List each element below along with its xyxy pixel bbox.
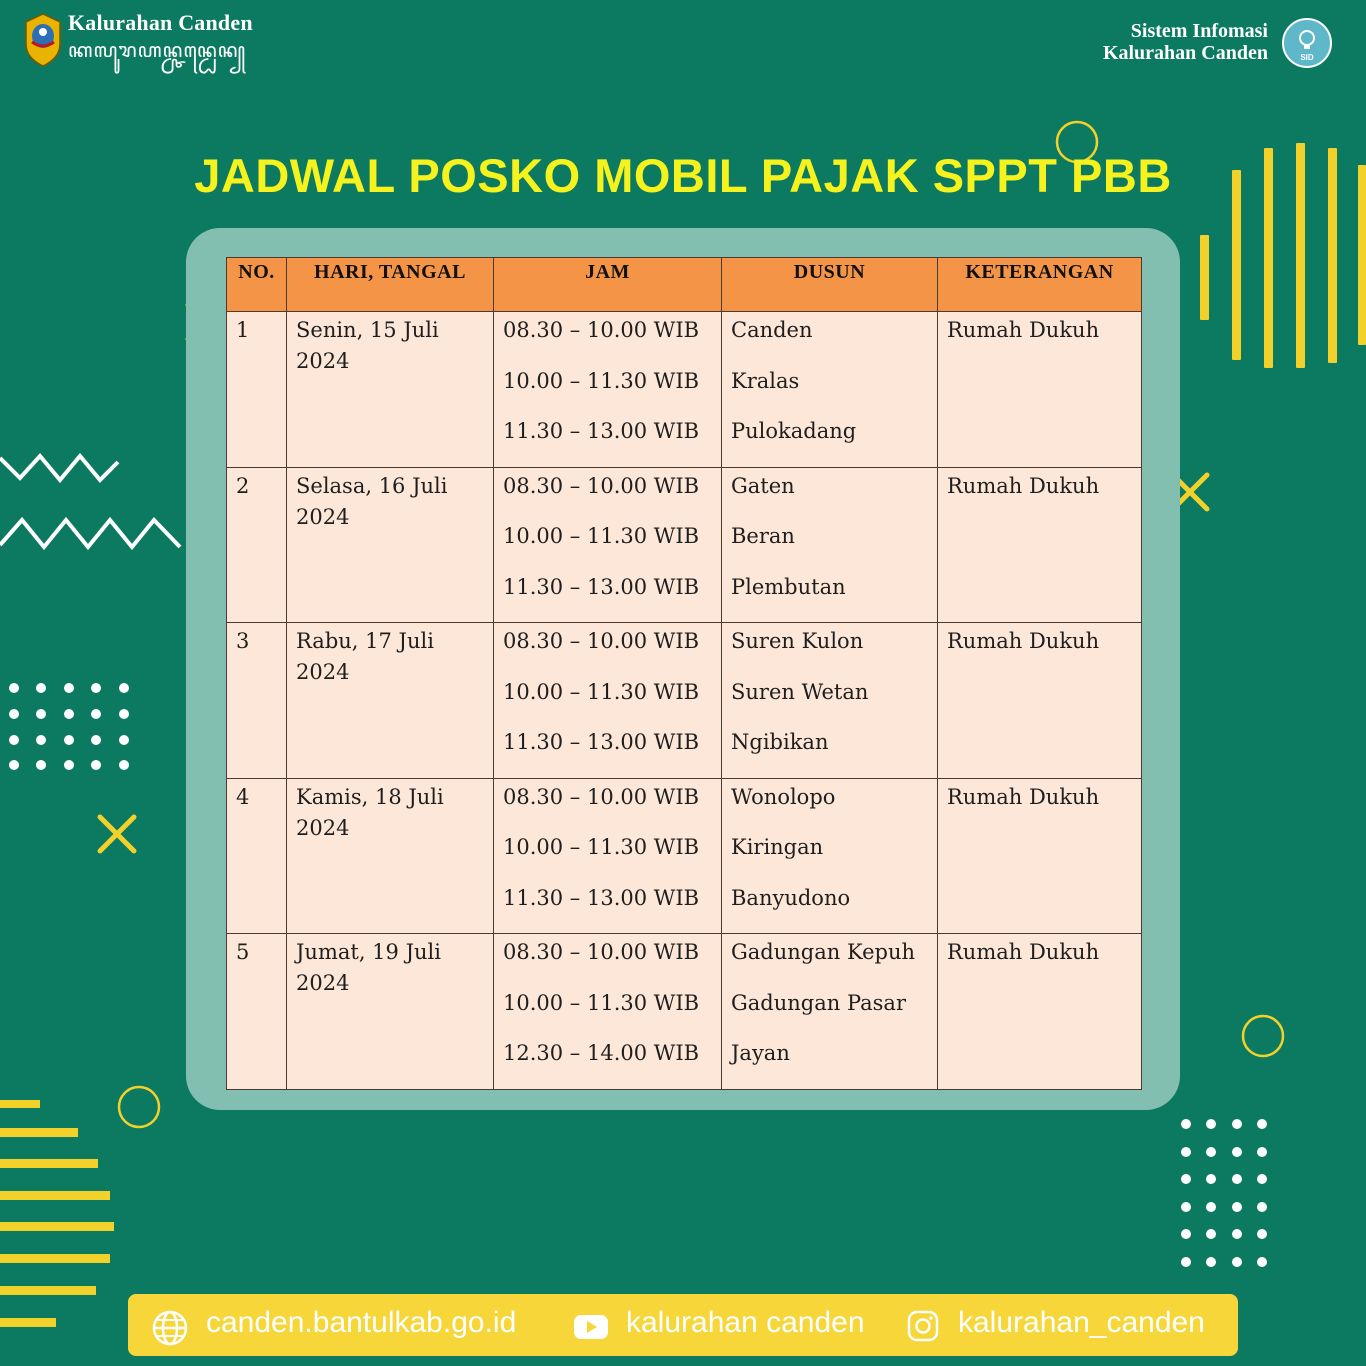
sid-title	[1103, 20, 1268, 64]
row-day: Senin, 15 Juli 2024	[296, 318, 439, 373]
dusun-name: Ngibikan	[731, 730, 829, 754]
time-slot: 10.00 – 11.30 WIB	[503, 990, 700, 1015]
time-slot: 10.00 – 11.30 WIB	[503, 679, 700, 704]
schedule-table	[226, 257, 1142, 1090]
sid-line-1: Sistem Infomasi	[1130, 20, 1268, 42]
row-dusun	[722, 623, 937, 778]
dusun-name: Gadungan Kepuh	[731, 940, 915, 964]
row-keterangan: Rumah Dukuh	[947, 318, 1100, 342]
time-slot: 08.30 – 10.00 WIB	[503, 940, 700, 964]
time-slot: 11.30 – 13.00 WIB	[503, 730, 700, 754]
zigzag-bottom	[0, 520, 180, 547]
table-row	[227, 467, 1142, 623]
row-times	[494, 312, 721, 467]
dusun-name: Wonolopo	[731, 784, 836, 809]
time-slot: 11.30 – 13.00 WIB	[503, 419, 700, 443]
ring-right	[1243, 1016, 1283, 1056]
sid-lightbulb-icon	[1282, 18, 1332, 68]
youtube-link[interactable]: kalurahan canden	[626, 1306, 865, 1339]
table-row	[227, 623, 1142, 779]
time-slot: 08.30 – 10.00 WIB	[503, 473, 700, 498]
row-no: 5	[236, 940, 250, 964]
row-dusun	[722, 468, 937, 623]
header-day: HARI, TANGAL	[287, 258, 494, 312]
row-dusun	[722, 312, 937, 467]
instagram-link[interactable]: kalurahan_canden	[958, 1306, 1205, 1339]
dusun-name: Suren Wetan	[731, 679, 869, 704]
dusun-name: Canden	[731, 318, 813, 342]
row-times	[494, 468, 721, 623]
row-keterangan: Rumah Dukuh	[947, 940, 1100, 964]
row-day: Kamis, 18 Juli 2024	[296, 784, 444, 840]
time-slot: 12.30 – 14.00 WIB	[503, 1041, 700, 1065]
time-slot: 10.00 – 11.30 WIB	[503, 524, 700, 548]
row-no: 1	[236, 318, 250, 342]
row-times	[494, 623, 721, 778]
ring-bottom-left	[119, 1087, 159, 1127]
row-times	[494, 779, 721, 934]
zigzag-top	[0, 456, 118, 480]
youtube-icon	[573, 1312, 609, 1342]
dusun-name: Banyudono	[731, 885, 851, 910]
row-dusun	[722, 779, 937, 934]
dusun-name: Suren Kulon	[731, 629, 864, 653]
header-keterangan: KETERANGAN	[938, 258, 1142, 312]
row-dusun	[722, 934, 937, 1089]
row-keterangan: Rumah Dukuh	[947, 784, 1100, 809]
table-header-row	[227, 258, 1142, 312]
dusun-name: Pulokadang	[731, 419, 857, 443]
row-no: 2	[236, 473, 250, 498]
row-keterangan: Rumah Dukuh	[947, 629, 1100, 653]
row-day: Jumat, 19 Juli 2024	[296, 940, 441, 995]
row-day: Rabu, 17 Juli 2024	[296, 629, 434, 684]
kalurahan-emblem-icon	[22, 12, 64, 68]
time-slot: 10.00 – 11.30 WIB	[503, 835, 700, 859]
dot-grid-right	[1181, 1119, 1267, 1267]
table-row	[227, 934, 1142, 1090]
time-slot: 08.30 – 10.00 WIB	[503, 629, 700, 653]
dusun-name: Kiringan	[731, 835, 824, 859]
time-slot: 08.30 – 10.00 WIB	[503, 784, 700, 809]
org-javanese-script: ꦏꦭꦸꦫꦲꦤ꧀ꦕꦤ꧀ꦝꦺꦤ꧀	[68, 38, 247, 62]
row-no: 3	[236, 629, 250, 653]
time-slot: 10.00 – 11.30 WIB	[503, 368, 700, 393]
time-slot: 11.30 – 13.00 WIB	[503, 885, 700, 910]
table-row	[227, 312, 1142, 468]
dusun-name: Plembutan	[731, 574, 846, 599]
row-day: Selasa, 16 Juli 2024	[296, 473, 448, 529]
header-no: NO.	[227, 258, 287, 312]
row-no: 4	[236, 784, 250, 809]
dusun-name: Kralas	[731, 368, 800, 393]
x-mark-left-lower	[100, 817, 134, 851]
org-name: Kalurahan Canden	[68, 10, 253, 35]
page-title: JADWAL POSKO MOBIL PAJAK SPPT PBB	[194, 149, 1172, 202]
dusun-name: Beran	[731, 524, 795, 548]
row-keterangan: Rumah Dukuh	[947, 473, 1100, 498]
sid-badge: SID	[1300, 53, 1314, 62]
globe-icon	[152, 1310, 188, 1346]
table-row	[227, 778, 1142, 934]
time-slot: 11.30 – 13.00 WIB	[503, 574, 700, 599]
row-times	[494, 934, 721, 1089]
dot-grid-left	[9, 683, 129, 770]
dusun-name: Gaten	[731, 473, 795, 498]
header-time: JAM	[494, 258, 722, 312]
striped-circle-left	[0, 1100, 114, 1327]
dusun-name: Gadungan Pasar	[731, 990, 906, 1015]
dusun-name: Jayan	[731, 1041, 790, 1065]
time-slot: 08.30 – 10.00 WIB	[503, 318, 700, 342]
header-dusun: DUSUN	[722, 258, 938, 312]
instagram-icon	[907, 1310, 939, 1342]
website-link[interactable]: canden.bantulkab.go.id	[206, 1306, 517, 1339]
sid-line-2: Kalurahan Canden	[1102, 42, 1268, 64]
